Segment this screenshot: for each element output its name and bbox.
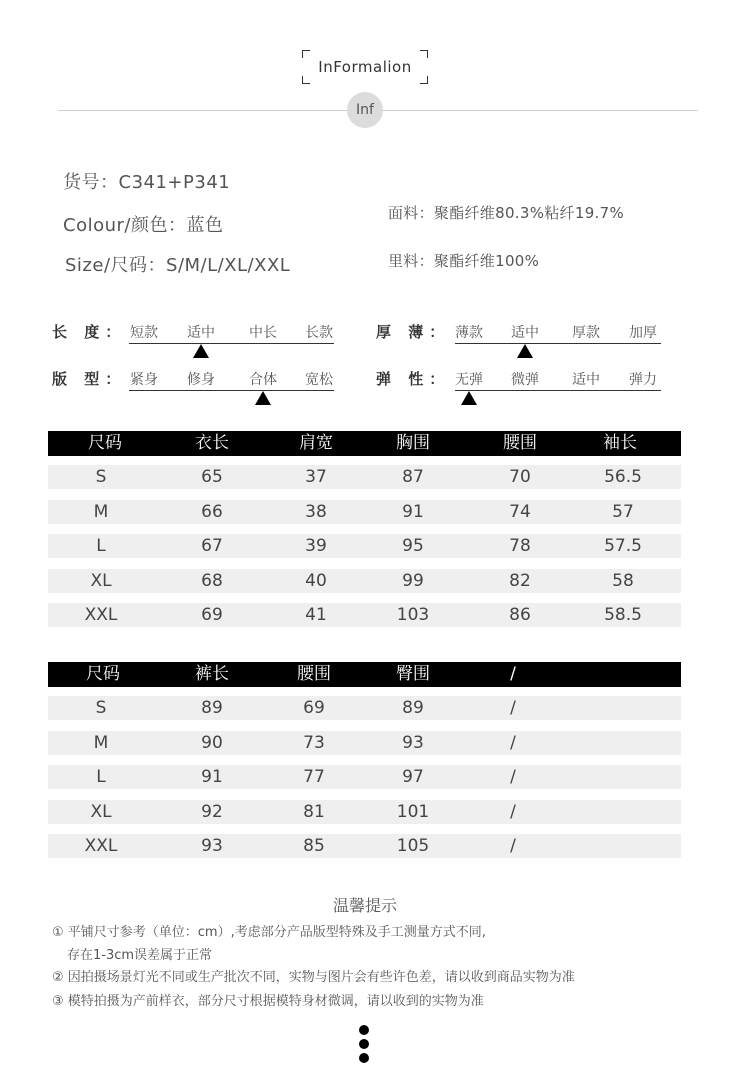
- scale-label-thickness: 厚 薄：: [376, 323, 451, 341]
- table-cell: S: [95, 698, 107, 718]
- table-row: [48, 500, 681, 524]
- table-header-cell: 肩宽: [299, 433, 333, 453]
- fabric-info: 面料：聚酯纤维80.3%粘纤19.7%: [388, 204, 625, 222]
- size-info: Size/尺码：S/M/L/XL/XXL: [65, 255, 291, 276]
- corner-bracket-icon: [420, 76, 428, 84]
- table-cell: 39: [305, 536, 327, 556]
- table-header-cell: 腰围: [503, 433, 537, 453]
- table-cell: 66: [201, 501, 223, 522]
- table-cell: 92: [201, 801, 223, 822]
- table-cell: 101: [396, 801, 430, 822]
- note-2: ② 因拍摄场景灯光不同或生产批次不同，实物与图片会有些许色差，请以收到商品实物为准: [52, 970, 575, 985]
- table-cell: /: [510, 767, 516, 787]
- scale-option-length: 中长: [249, 325, 277, 341]
- table-row: [48, 800, 681, 824]
- bottom-size-table: [48, 662, 681, 870]
- table-row: [48, 534, 681, 558]
- table-cell: 93: [402, 732, 424, 753]
- scale-marker-icon: [193, 344, 209, 358]
- scale-label-length: 长 度：: [52, 323, 127, 341]
- table-cell: 97: [402, 767, 424, 787]
- table-cell: /: [510, 836, 516, 856]
- item-number: 货号：C341+P341: [63, 172, 231, 193]
- table-cell: 69: [303, 698, 325, 718]
- table-cell: 93: [201, 836, 223, 856]
- table-cell: M: [93, 501, 109, 522]
- note-3: ③ 模特拍摄为产前样衣，部分尺寸根据模特身材微调，请以收到的实物为准: [52, 994, 484, 1009]
- table-cell: 56.5: [604, 467, 642, 487]
- table-cell: 57: [612, 501, 634, 522]
- table-cell: 91: [402, 501, 424, 522]
- table-cell: 85: [303, 836, 325, 856]
- scale-option-thickness: 加厚: [629, 325, 657, 341]
- table-header-cell: /: [510, 664, 516, 684]
- table-header-row: [48, 662, 681, 687]
- table-cell: 37: [305, 467, 327, 487]
- table-cell: L: [96, 536, 106, 556]
- scale-option-length: 长款: [305, 325, 333, 341]
- table-cell: 99: [402, 570, 424, 591]
- table-cell: 65: [201, 467, 223, 487]
- table-row: [48, 834, 681, 858]
- table-header-cell: 袖长: [603, 433, 637, 453]
- scale-option-elasticity: 微弹: [511, 372, 539, 388]
- top-size-table: [48, 431, 681, 639]
- corner-bracket-icon: [420, 50, 428, 58]
- table-cell: /: [510, 732, 516, 753]
- table-cell: 77: [303, 767, 325, 787]
- corner-bracket-icon: [302, 50, 310, 58]
- scale-marker-icon: [255, 391, 271, 405]
- notes-title: 温馨提示: [332, 896, 397, 915]
- table-header-cell: 腰围: [297, 664, 331, 684]
- scale-label-fit: 版 型：: [52, 370, 127, 388]
- note-1-line-2: 存在1-3cm误差属于正常: [67, 948, 213, 963]
- table-cell: 90: [201, 732, 223, 753]
- table-header-cell: 胸围: [396, 433, 430, 453]
- table-cell: 81: [303, 801, 325, 822]
- scale-option-length: 适中: [187, 325, 215, 341]
- scale-option-elasticity: 无弹: [455, 372, 483, 388]
- table-header-cell: 裤长: [195, 664, 229, 684]
- scale-option-length: 短款: [130, 325, 158, 341]
- table-cell: /: [510, 801, 516, 822]
- table-row: [48, 603, 681, 627]
- table-cell: 57.5: [604, 536, 642, 556]
- scale-option-fit: 合体: [249, 372, 277, 388]
- scale-line-thickness: [455, 343, 661, 344]
- scale-option-fit: 修身: [187, 372, 215, 388]
- table-row: [48, 696, 681, 720]
- scale-option-thickness: 厚款: [572, 325, 600, 341]
- header-badge: Inf: [347, 92, 383, 128]
- table-header-cell: 尺码: [86, 664, 120, 684]
- note-1-line-1: ① 平铺尺寸参考（单位：cm）,考虑部分产品版型特殊及手工测量方式不同,: [52, 925, 486, 940]
- scale-option-thickness: 薄款: [455, 325, 483, 341]
- scale-line-elasticity: [455, 390, 661, 391]
- table-header-row: [48, 431, 681, 456]
- table-row: [48, 731, 681, 755]
- table-row: [48, 765, 681, 789]
- scale-label-elasticity: 弹 性：: [376, 370, 451, 388]
- table-cell: 38: [305, 501, 327, 522]
- scale-option-fit: 宽松: [305, 372, 333, 388]
- table-header-cell: 臀围: [396, 664, 430, 684]
- table-cell: 73: [303, 732, 325, 753]
- table-cell: M: [93, 732, 109, 753]
- scale-option-fit: 紧身: [130, 372, 158, 388]
- scale-line-fit: [129, 390, 334, 391]
- table-cell: XXL: [84, 605, 118, 625]
- table-cell: 41: [305, 605, 327, 625]
- table-cell: 91: [201, 767, 223, 787]
- table-cell: 70: [509, 467, 531, 487]
- table-cell: XXL: [84, 836, 118, 856]
- table-cell: 89: [402, 698, 424, 718]
- table-cell: S: [95, 467, 107, 487]
- table-cell: 40: [305, 570, 327, 591]
- corner-bracket-icon: [302, 76, 310, 84]
- scale-marker-icon: [461, 391, 477, 405]
- scale-marker-icon: [517, 344, 533, 358]
- table-header-cell: 衣长: [195, 433, 229, 453]
- table-cell: 86: [509, 605, 531, 625]
- table-cell: 78: [509, 536, 531, 556]
- table-row: [48, 465, 681, 489]
- table-row: [48, 569, 681, 593]
- scale-line-length: [129, 343, 334, 344]
- table-header-cell: 尺码: [88, 433, 122, 453]
- table-cell: 74: [509, 501, 531, 522]
- table-cell: /: [510, 698, 516, 718]
- table-cell: 95: [402, 536, 424, 556]
- table-cell: 82: [509, 570, 531, 591]
- table-cell: 89: [201, 698, 223, 718]
- table-cell: L: [96, 767, 106, 787]
- scale-option-thickness: 适中: [511, 325, 539, 341]
- table-cell: 58: [612, 570, 634, 591]
- table-cell: XL: [90, 801, 112, 822]
- table-cell: 58.5: [604, 605, 642, 625]
- table-cell: XL: [90, 570, 112, 591]
- table-cell: 67: [201, 536, 223, 556]
- table-cell: 103: [396, 605, 430, 625]
- header-title: InFormalion: [318, 58, 412, 76]
- scale-option-elasticity: 适中: [572, 372, 600, 388]
- table-cell: 69: [201, 605, 223, 625]
- table-cell: 68: [201, 570, 223, 591]
- vertical-ellipsis-icon: [359, 1025, 369, 1065]
- scale-option-elasticity: 弹力: [629, 372, 657, 388]
- lining-info: 里料：聚酯纤维100%: [388, 252, 540, 270]
- table-cell: 87: [402, 467, 424, 487]
- table-cell: 105: [396, 836, 430, 856]
- header-title-frame: [302, 50, 428, 84]
- colour-info: Colour/颜色：蓝色: [63, 215, 224, 236]
